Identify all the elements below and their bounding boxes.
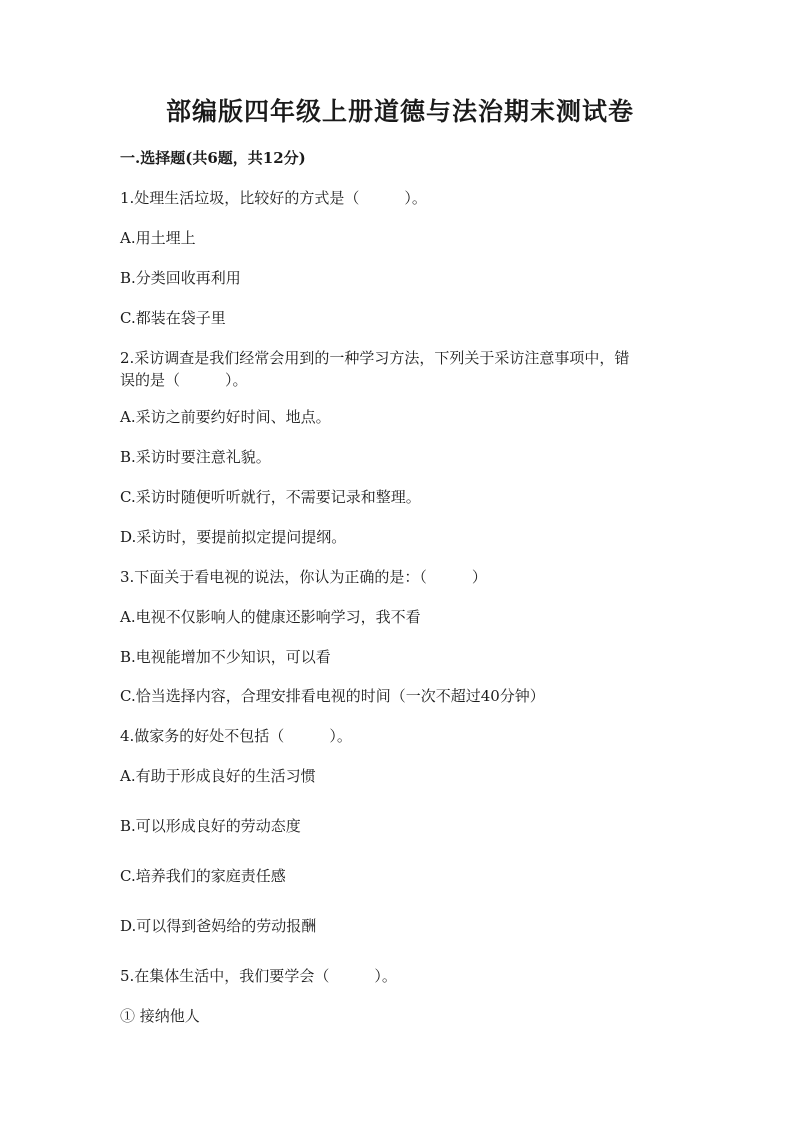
question-2-stem-line-2: 误的是（ ）。 (120, 371, 248, 389)
question-4-option-a: A.有助于形成良好的生活习惯 (120, 767, 316, 785)
section-heading: 一.选择题(共6题，共12分) (120, 149, 306, 167)
question-1-option-a: A.用土埋上 (120, 229, 196, 247)
question-3-stem: 3.下面关于看电视的说法，你认为正确的是：（ ） (120, 568, 487, 586)
question-2-option-a: A.采访之前要约好时间、地点。 (120, 408, 331, 426)
question-2-option-b: B.采访时要注意礼貌。 (120, 448, 271, 466)
question-1-stem: 1.处理生活垃圾，比较好的方式是（ ）。 (120, 189, 427, 207)
question-5-stem: 5.在集体生活中，我们要学会（ ）。 (120, 967, 397, 985)
question-2-option-c: C.采访时随便听听就行，不需要记录和整理。 (120, 488, 421, 506)
question-1-option-c: C.都装在袋子里 (120, 309, 226, 327)
question-4-stem: 4.做家务的好处不包括（ ）。 (120, 727, 352, 745)
question-1-option-b: B.分类回收再利用 (120, 269, 241, 287)
question-3-option-c: C.恰当选择内容，合理安排看电视的时间（一次不超过40分钟） (120, 687, 545, 705)
question-4-option-d: D.可以得到爸妈给的劳动报酬 (120, 917, 317, 935)
question-4-option-b: B.可以形成良好的劳动态度 (120, 817, 301, 835)
question-5-option-1: ① 接纳他人 (120, 1007, 200, 1025)
page-title: 部编版四年级上册道德与法治期末测试卷 (165, 97, 634, 126)
question-2-option-d: D.采访时，要提前拟定提问提纲。 (120, 528, 347, 546)
question-3-option-a: A.电视不仅影响人的健康还影响学习，我不看 (120, 608, 421, 626)
question-3-option-b: B.电视能增加不少知识，可以看 (120, 648, 331, 666)
question-4-option-c: C.培养我们的家庭责任感 (120, 867, 286, 885)
question-2-stem-line-1: 2.采访调查是我们经常会用到的一种学习方法，下列关于采访注意事项中，错 (120, 349, 630, 367)
